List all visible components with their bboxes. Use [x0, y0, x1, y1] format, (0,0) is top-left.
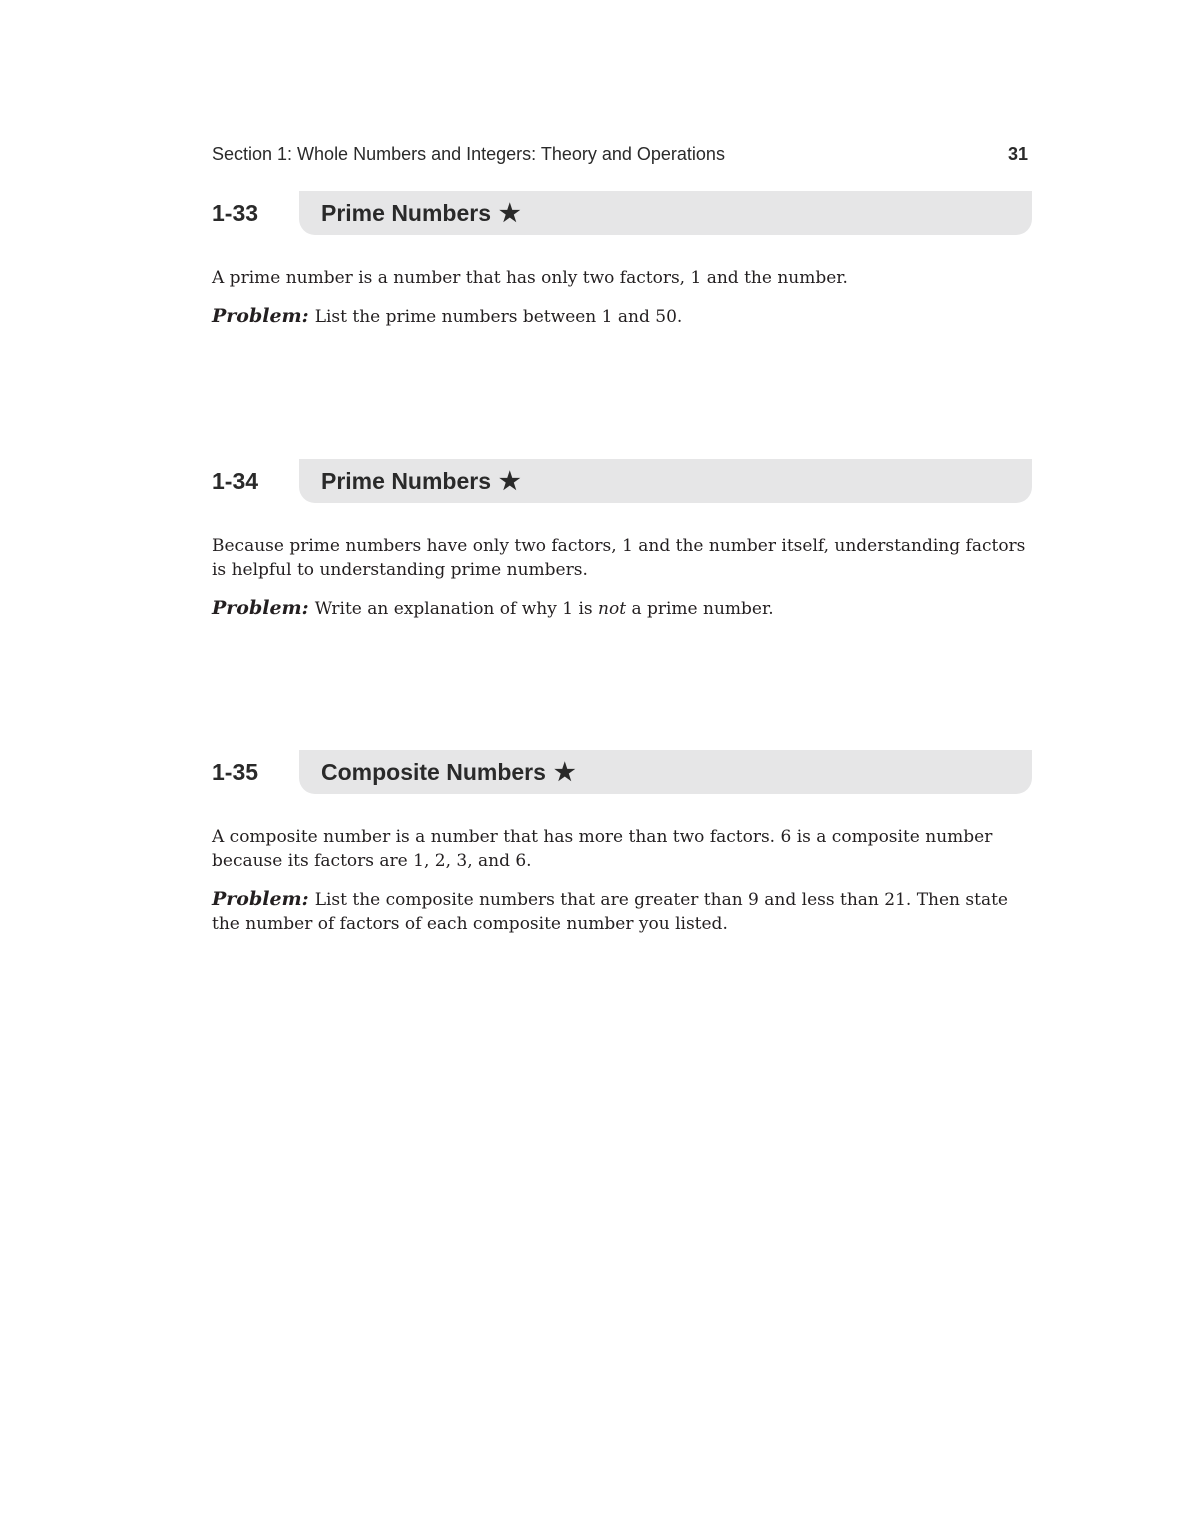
problem-emphasis: not: [598, 599, 627, 619]
activity-header: [212, 191, 1032, 235]
activity-title: Prime Numbers: [321, 468, 492, 494]
star-icon: ★: [499, 200, 521, 227]
activity-number: 1-35: [212, 759, 259, 785]
title-band: [299, 459, 1032, 503]
activity-1-35: [212, 750, 1032, 936]
problem-text-after: a prime number.: [631, 599, 774, 619]
page-number: 31: [1007, 144, 1028, 164]
activity-body: Because prime numbers have only two factors, 1 and the number itself, understanding factors is helpful to understanding prime numbers.: [212, 536, 1026, 580]
activity-1-33: [212, 191, 1032, 329]
activity-header: [212, 750, 1032, 794]
activity-title: Composite Numbers: [321, 759, 546, 785]
activity-body: A prime number is a number that has only two factors, 1 and the number.: [212, 268, 848, 288]
problem-label: Problem:: [212, 888, 309, 910]
activity-title-wrap: [321, 759, 575, 786]
problem-statement: [212, 887, 1032, 936]
problem-label: Problem:: [212, 597, 309, 619]
title-band: [299, 191, 1032, 235]
activity-number: 1-33: [212, 200, 259, 226]
running-head: [212, 144, 1032, 168]
problem-label: Problem:: [212, 305, 309, 327]
activity-title-wrap: [321, 200, 521, 227]
star-icon: ★: [553, 759, 576, 786]
problem-statement: [212, 596, 1032, 621]
problem-text: List the prime numbers between 1 and 50.: [314, 307, 683, 327]
star-icon: ★: [499, 468, 521, 495]
problem-text-before: Write an explanation of why 1 is: [314, 599, 593, 619]
activity-number: 1-34: [212, 468, 259, 494]
section-title: Section 1: Whole Numbers and Integers: Theory and Operations: [212, 144, 725, 164]
activity-title-wrap: [321, 468, 521, 495]
problem-text: List the composite numbers that are greater than 9 and less than 21. Then state the number of factors of each composite number you listed.: [212, 890, 1008, 934]
activity-header: [212, 459, 1032, 503]
activity-body: A composite number is a number that has more than two factors. 6 is a composite number because its factors are 1, 2, 3, and 6.: [212, 827, 993, 871]
activity-1-34: [212, 459, 1032, 621]
problem-statement: [212, 304, 1032, 329]
title-band: [299, 750, 1032, 794]
activity-title: Prime Numbers: [321, 200, 492, 226]
